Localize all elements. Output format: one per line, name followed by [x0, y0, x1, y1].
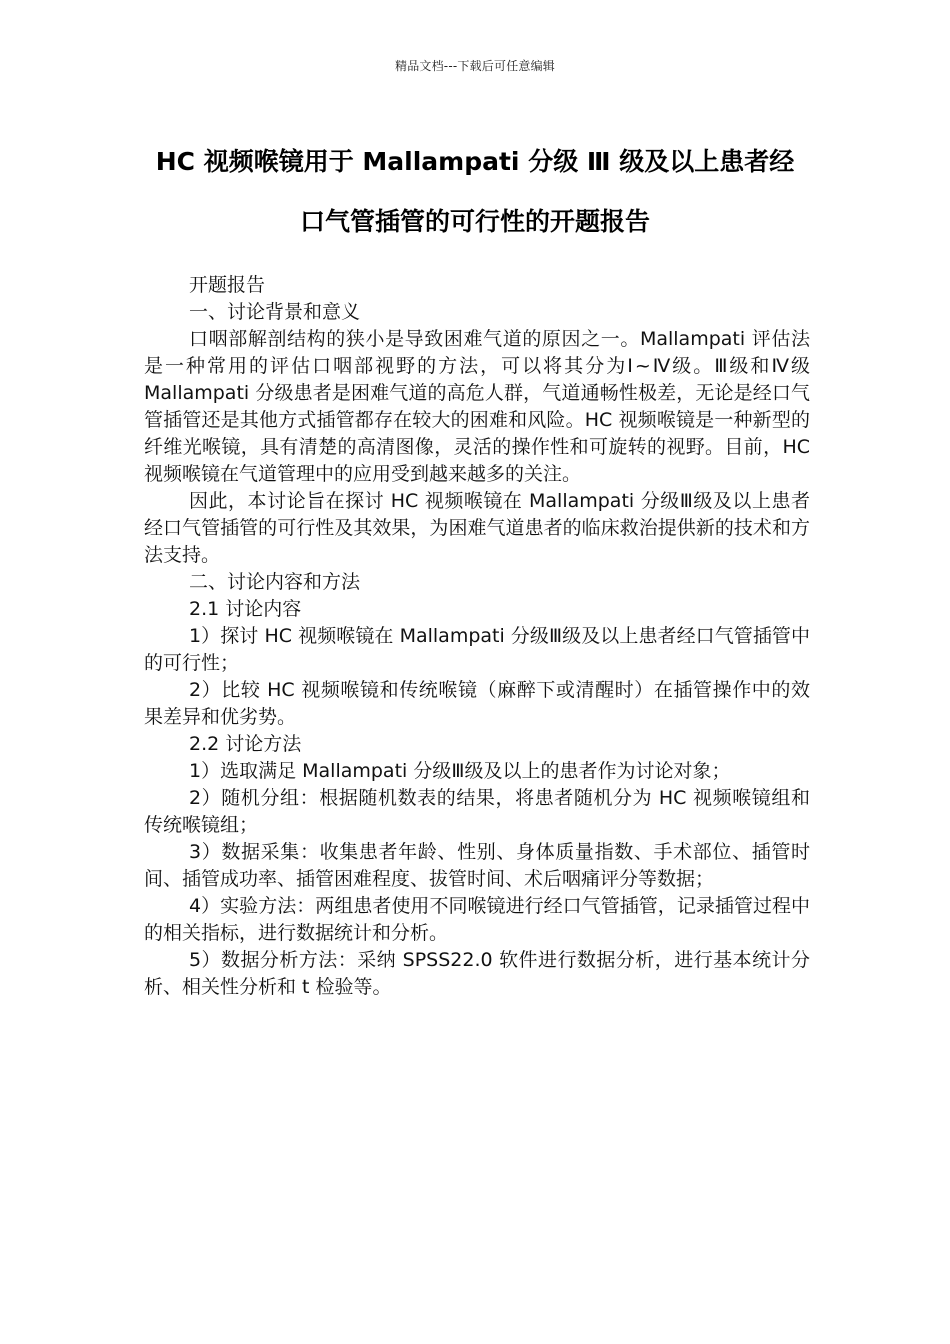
- subsection-heading-methods: 2.2 讨论方法: [189, 733, 302, 755]
- title-line-2: 口气管插管的可行性的开题报告: [299, 207, 650, 236]
- title-line-1: HC 视频喉镜用于 Mallampati 分级 Ⅲ 级及以上患者经: [155, 147, 795, 176]
- method-item: 3）数据采集：收集患者年龄、性别、身体质量指数、手术部位、插管时间、插管成功率、插管困难程度、拔管时间、术后咽痛评分等数据；: [144, 841, 810, 890]
- subsection-heading-content: 2.1 讨论内容: [189, 598, 302, 620]
- method-item: 5）数据分析方法：采纳 SPSS22.0 软件进行数据分析，进行基本统计分析、相关性分析和 t 检验等。: [144, 949, 810, 998]
- document-body: [144, 272, 810, 1001]
- paragraph-purpose: 因此，本讨论旨在探讨 HC 视频喉镜在 Mallampati 分级Ⅲ级及以上患者经口气管插管的可行性及其效果，为困难气道患者的临床救治提供新的技术和方法支持。: [144, 490, 810, 566]
- page-title: [120, 132, 830, 252]
- section-heading-background: 一、讨论背景和意义: [189, 301, 361, 323]
- section-heading-content-methods: 二、讨论内容和方法: [189, 571, 361, 593]
- header-note: 精品文档---下载后可任意编辑: [395, 59, 555, 73]
- method-item: 4）实验方法：两组患者使用不同喉镜进行经口气管插管，记录插管过程中的相关指标，进行数据统计和分析。: [144, 895, 810, 944]
- content-item: 1）探讨 HC 视频喉镜在 Mallampati 分级Ⅲ级及以上患者经口气管插管中的可行性；: [144, 625, 810, 674]
- content-item: 2）比较 HC 视频喉镜和传统喉镜（麻醉下或清醒时）在插管操作中的效果差异和优劣势。: [144, 679, 810, 728]
- paragraph-background: 口咽部解剖结构的狭小是导致困难气道的原因之一。Mallampati 评估法是一种常用的评估口咽部视野的方法，可以将其分为Ⅰ~Ⅳ级。Ⅲ级和Ⅳ级 Mallampati 分级患者是困难气道的高危人群，气道通畅性极差，无论是经口气管插管还是其他方式插管都存在较大的困难和风险。HC 视频喉镜是一种新型的纤维光喉镜，具有清楚的高清图像，灵活的操作性和可旋转的视野。目前，HC 视频喉镜在气道管理中的应用受到越来越多的关注。: [144, 328, 810, 485]
- report-label: 开题报告: [189, 274, 266, 296]
- method-item: 1）选取满足 Mallampati 分级Ⅲ级及以上的患者作为讨论对象；: [189, 760, 731, 782]
- method-item: 2）随机分组：根据随机数表的结果，将患者随机分为 HC 视频喉镜组和传统喉镜组；: [144, 787, 810, 836]
